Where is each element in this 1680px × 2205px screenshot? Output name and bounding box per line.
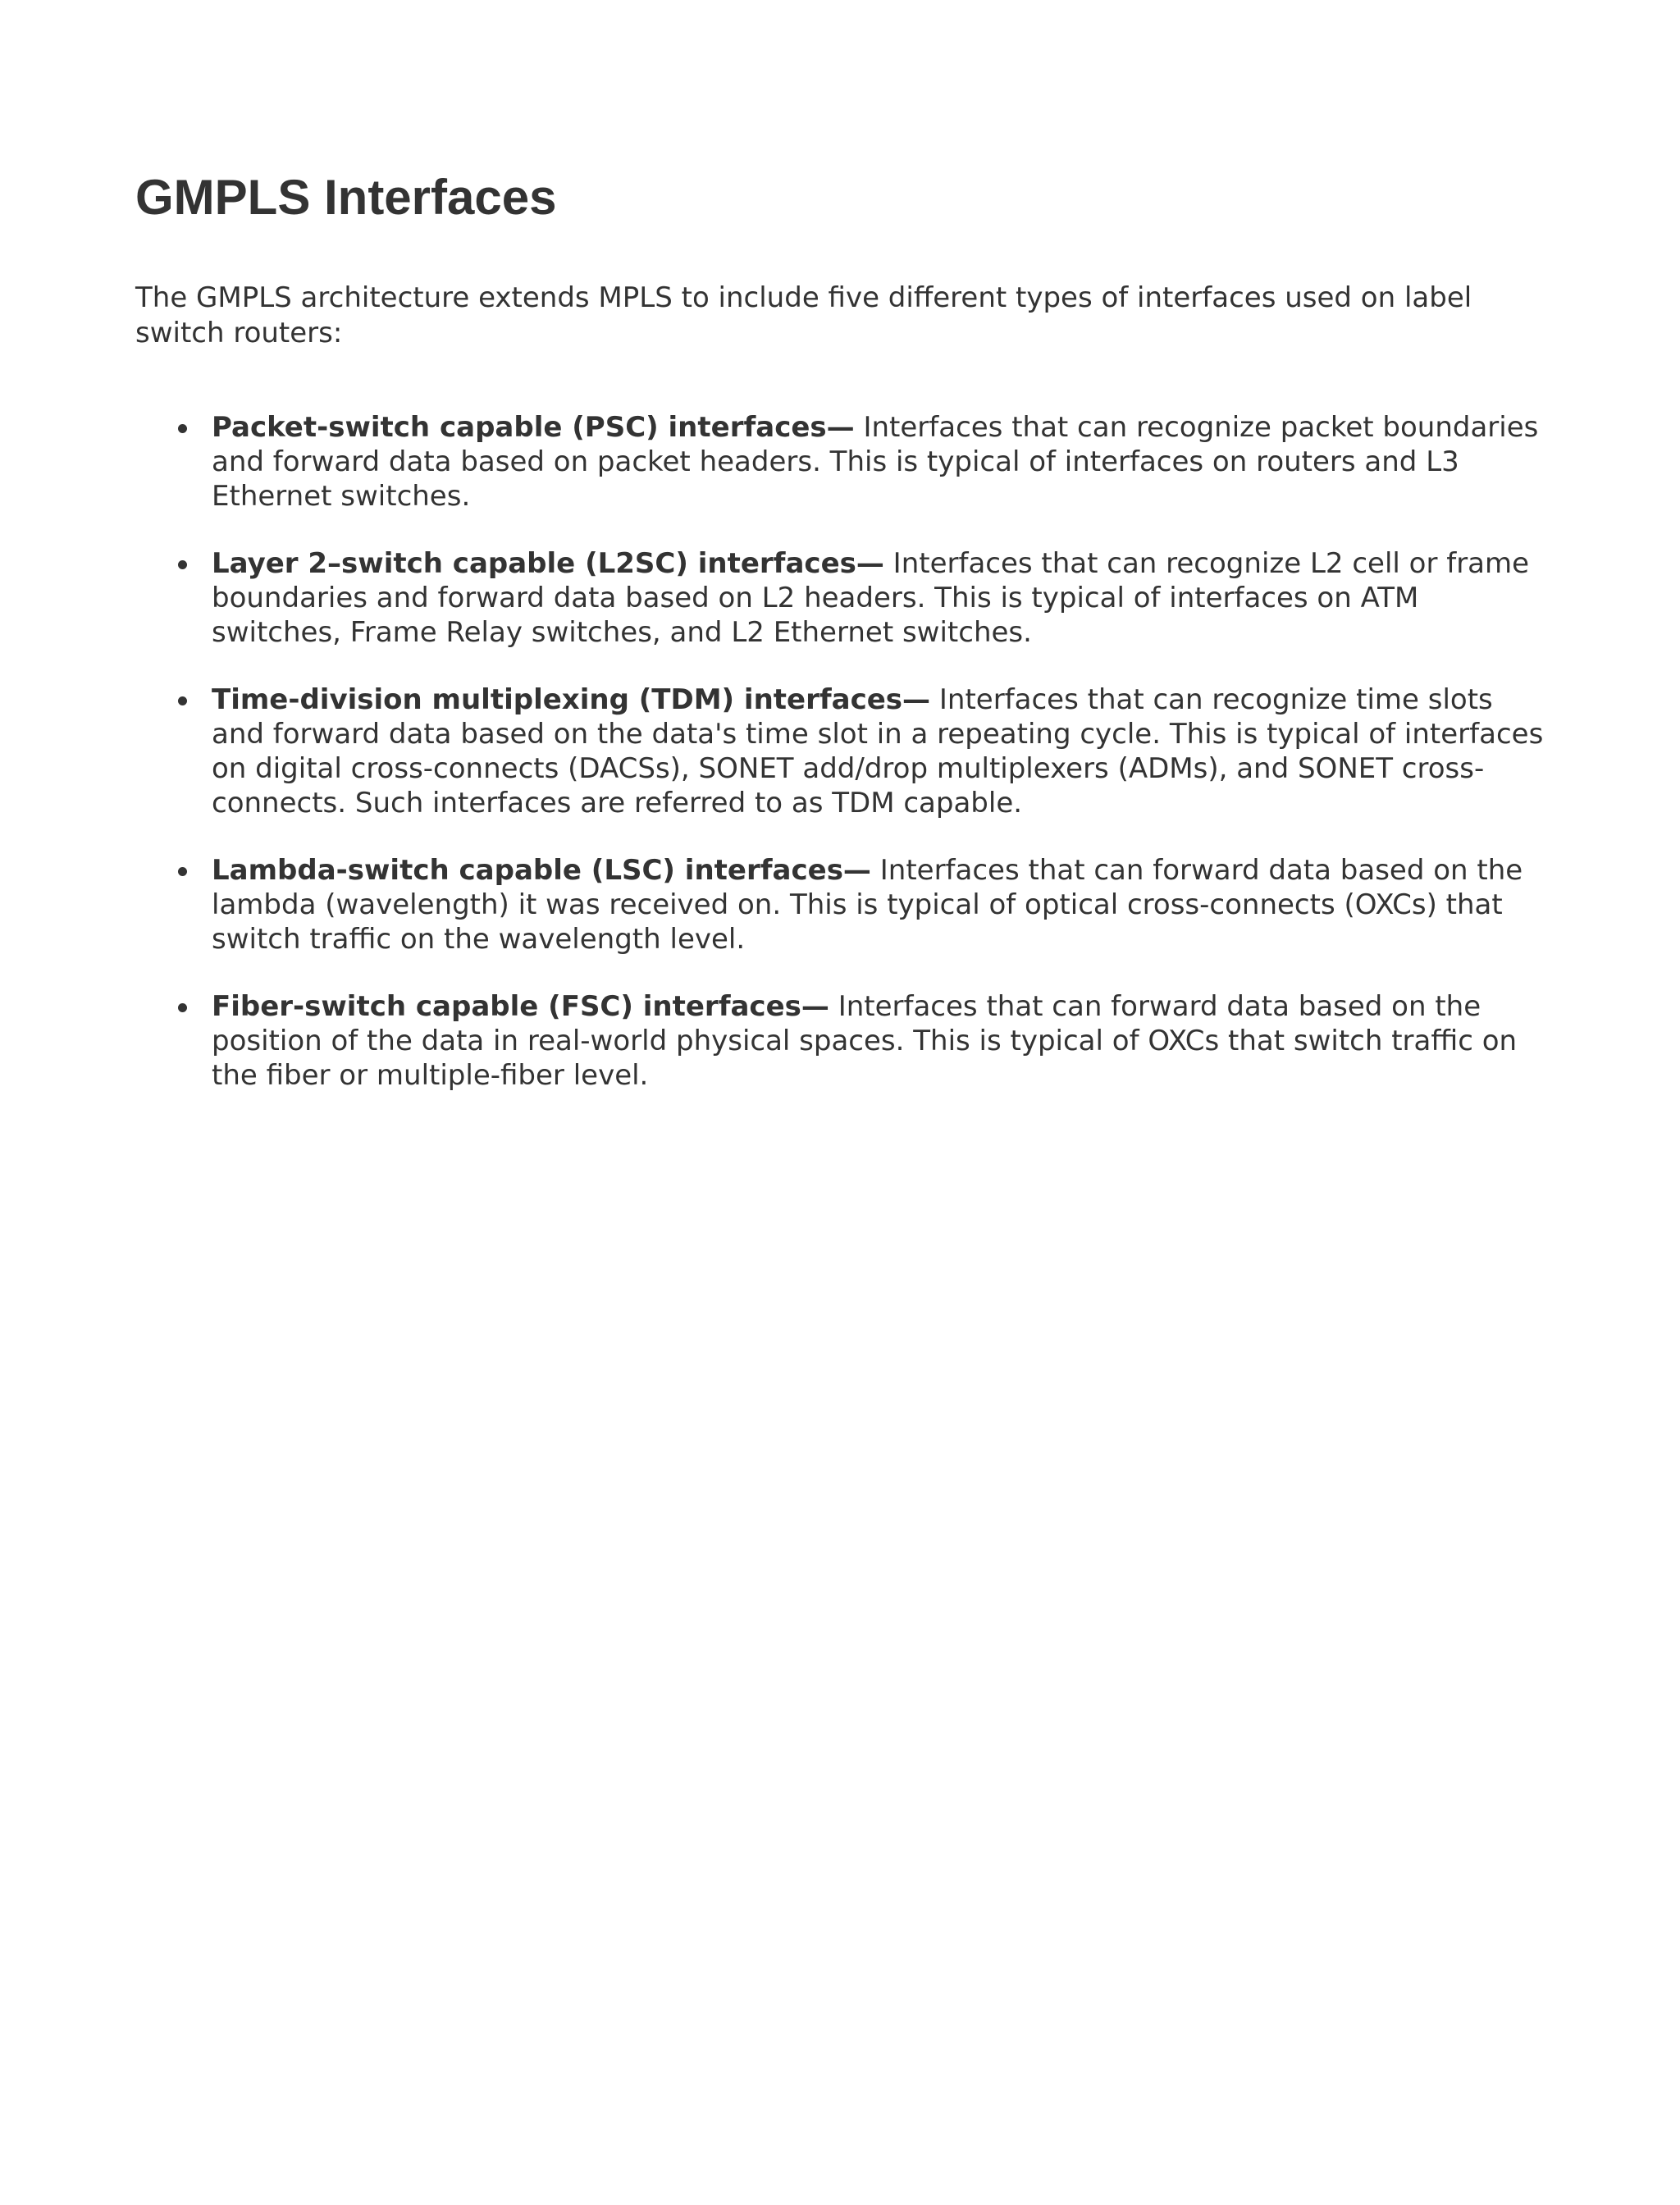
item-description: Interfaces that can recognize time slots and forward data based on the data's time slot in a repeating cycle. This is typical of interfaces on digital cross-connects (DACSs), SONET add/drop multiplexers (ADMs), and SONET cross-connects. Such interfaces are referred to as TDM capable. (212, 683, 1544, 819)
bullet-icon (178, 424, 187, 433)
intro-paragraph: The GMPLS architecture extends MPLS to include five different types of interfaces used on label switch routers: (135, 281, 1472, 349)
item-description: Interfaces that can forward data based on the position of the data in real-world physical spaces. This is typical of OXCs that switch traffic on the fiber or multiple-fiber level. (212, 990, 1518, 1092)
bullet-icon (178, 867, 187, 876)
document-page (135, 171, 1546, 1125)
bullet-icon (178, 1003, 187, 1012)
item-description: Interfaces that can forward data based on the lambda (wavelength) it was received on. This is typical of optical cross-connects (OXCs) that switch traffic on the wavelength level. (212, 854, 1523, 956)
list-item-psc (135, 410, 1546, 514)
bullet-icon (178, 696, 187, 705)
bullet-icon (178, 560, 187, 569)
list-item-l2sc (135, 546, 1546, 650)
item-term: Time-division multiplexing (TDM) interfaces— (212, 683, 931, 716)
list-item-fsc (135, 989, 1546, 1093)
interface-type-list (135, 410, 1546, 1093)
item-term: Packet-switch capable (PSC) interfaces— (212, 411, 855, 444)
item-description: Interfaces that can recognize L2 cell or frame boundaries and forward data based on L2 headers. This is typical of interfaces on ATM switches, Frame Relay switches, and L2 Ethernet switches. (212, 547, 1530, 649)
item-term: Lambda-switch capable (LSC) interfaces— (212, 854, 871, 887)
item-term: Layer 2–switch capable (L2SC) interfaces— (212, 547, 884, 580)
item-term: Fiber-switch capable (FSC) interfaces— (212, 990, 829, 1023)
page-title: GMPLS Interfaces (135, 170, 557, 225)
list-item-tdm (135, 682, 1546, 820)
item-description: Interfaces that can recognize packet boundaries and forward data based on packet headers. This is typical of interfaces on routers and L3 Ethernet switches. (212, 411, 1539, 513)
list-item-lsc (135, 853, 1546, 956)
